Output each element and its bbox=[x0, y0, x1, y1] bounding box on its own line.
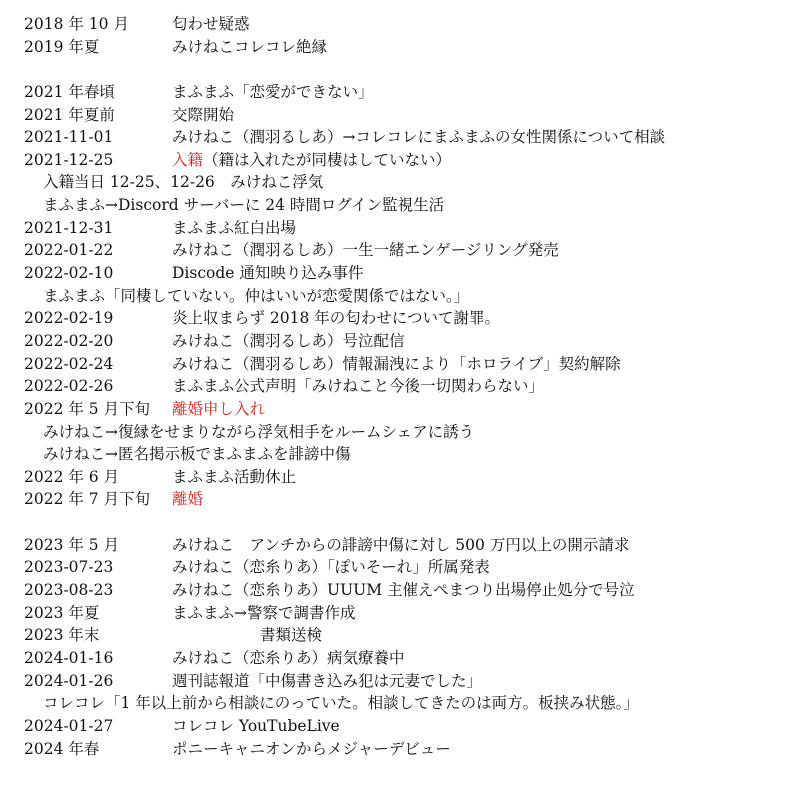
entry-date: 2024 年春 bbox=[24, 739, 100, 758]
timeline-row bbox=[24, 647, 784, 670]
entry-note: まふまふ→Discord サーバーに 24 時間ログイン監視生活 bbox=[43, 196, 445, 215]
entry-date: 2022 年 5 月下旬 bbox=[24, 399, 151, 418]
note-row bbox=[24, 285, 784, 308]
timeline-row bbox=[24, 330, 784, 353]
entry-date: 2021 年夏前 bbox=[24, 105, 115, 124]
entry-date: 2021-12-25 bbox=[24, 150, 114, 169]
entry-event: ポニーキャニオンからメジャーデビュー bbox=[172, 739, 451, 758]
entry-event: まふまふ活動休止 bbox=[172, 467, 297, 486]
entry-event: まふまふ公式声明「みけねこと今後一切関わらない」 bbox=[172, 377, 545, 396]
entry-event-rest: （籍は入れたが同棲はしていない） bbox=[203, 150, 452, 169]
blank-line bbox=[24, 58, 784, 81]
entry-event bbox=[172, 488, 203, 511]
entry-event-text: 書類送検 bbox=[260, 626, 323, 645]
entry-date: 2021-11-01 bbox=[24, 128, 114, 147]
entry-note: 入籍当日 12-25、12-26 みけねこ浮気 bbox=[43, 173, 324, 192]
entry-note: みけねこ→復縁をせまりながら浮気相手をルームシェアに誘う bbox=[43, 422, 475, 441]
entry-event: まふまふ→警察で調書作成 bbox=[172, 603, 356, 622]
timeline-row bbox=[24, 670, 784, 693]
entry-event: みけねこ（潤羽るしあ）→コレコレにまふまふの女性関係について相談 bbox=[172, 128, 666, 147]
timeline-row bbox=[24, 239, 784, 262]
entry-date: 2024-01-26 bbox=[24, 671, 114, 690]
entry-event: みけねこ（潤羽るしあ）一生一緒エンゲージリング発売 bbox=[172, 241, 559, 260]
entry-event bbox=[172, 398, 265, 421]
entry-event: まふまふ紅白出場 bbox=[172, 218, 297, 237]
entry-event: みけねこ（潤羽るしあ）情報漏洩により「ホロライブ」契約解除 bbox=[172, 354, 621, 373]
note-row bbox=[24, 171, 784, 194]
entry-date: 2022-02-24 bbox=[24, 354, 114, 373]
entry-note: まふまふ「同棲していない。仲はいいが恋愛関係ではない。」 bbox=[43, 286, 470, 305]
entry-event: Discode 通知映り込み事件 bbox=[172, 264, 364, 283]
entry-date: 2022 年 6 月 bbox=[24, 467, 120, 486]
entry-event: 炎上収まらず 2018 年の匂わせについて謝罪。 bbox=[172, 309, 500, 328]
entry-date: 2022-02-20 bbox=[24, 331, 114, 350]
entry-event: みけねこ（恋糸りあ）「ぽいそーれ」所属発表 bbox=[172, 558, 490, 577]
timeline-row bbox=[24, 13, 784, 36]
entry-event bbox=[172, 149, 451, 172]
entry-note: コレコレ「1 年以上前から相談にのっていた。相談してきたのは両方。板挟み状態。」 bbox=[43, 694, 639, 713]
highlight-text: 離婚申し入れ bbox=[172, 399, 266, 418]
entry-date: 2022-01-22 bbox=[24, 241, 114, 260]
timeline-row bbox=[24, 602, 784, 625]
timeline-row bbox=[24, 556, 784, 579]
entry-event: みけねこ（恋糸りあ）病気療養中 bbox=[172, 648, 405, 667]
timeline-row bbox=[24, 715, 784, 738]
highlight-text: 入籍 bbox=[172, 150, 204, 169]
entry-date: 2022 年 7 月下旬 bbox=[24, 490, 151, 509]
entry-note: みけねこ→匿名掲示板でまふまふを誹謗中傷 bbox=[43, 445, 351, 464]
entry-event: まふまふ「恋愛ができない」 bbox=[172, 82, 374, 101]
entry-date: 2021-12-31 bbox=[24, 218, 114, 237]
timeline-row bbox=[24, 488, 784, 511]
timeline-row bbox=[24, 579, 784, 602]
entry-event bbox=[172, 624, 322, 647]
note-row bbox=[24, 443, 784, 466]
entry-date: 2022-02-10 bbox=[24, 264, 114, 283]
timeline-row bbox=[24, 398, 784, 421]
timeline-row bbox=[24, 262, 784, 285]
entry-date: 2022-02-26 bbox=[24, 377, 114, 396]
entry-date: 2021 年春頃 bbox=[24, 82, 115, 101]
timeline-row bbox=[24, 36, 784, 59]
timeline-row bbox=[24, 126, 784, 149]
timeline-document bbox=[24, 13, 784, 760]
timeline-row bbox=[24, 353, 784, 376]
entry-date: 2024-01-16 bbox=[24, 648, 114, 667]
entry-event: みけねこ（潤羽るしあ）号泣配信 bbox=[172, 331, 405, 350]
timeline-row bbox=[24, 375, 784, 398]
timeline-row bbox=[24, 624, 784, 647]
timeline-row bbox=[24, 104, 784, 127]
entry-event: コレコレ YouTubeLive bbox=[172, 716, 340, 735]
entry-date: 2024-01-27 bbox=[24, 716, 114, 735]
timeline-row bbox=[24, 738, 784, 761]
entry-date: 2023-08-23 bbox=[24, 581, 114, 600]
timeline-row bbox=[24, 534, 784, 557]
note-row bbox=[24, 421, 784, 444]
entry-event: 交際開始 bbox=[172, 105, 235, 124]
entry-date: 2023-07-23 bbox=[24, 558, 114, 577]
blank-line bbox=[24, 511, 784, 534]
entry-event: 匂わせ疑惑 bbox=[172, 15, 250, 33]
entry-event: みけねこ アンチからの誹謗中傷に対し 500 万円以上の開示請求 bbox=[172, 535, 630, 554]
timeline-row bbox=[24, 81, 784, 104]
note-row bbox=[24, 194, 784, 217]
entry-event: みけねこ（恋糸りあ）UUUM 主催えぺまつり出場停止処分で号泣 bbox=[172, 581, 635, 600]
entry-date: 2023 年 5 月 bbox=[24, 535, 120, 554]
timeline-row bbox=[24, 466, 784, 489]
entry-date: 2023 年末 bbox=[24, 626, 100, 645]
entry-date: 2023 年夏 bbox=[24, 603, 100, 622]
timeline-row bbox=[24, 217, 784, 240]
entry-event: みけねこコレコレ絶縁 bbox=[172, 37, 328, 56]
entry-date: 2022-02-19 bbox=[24, 309, 114, 328]
timeline-row bbox=[24, 307, 784, 330]
note-row bbox=[24, 692, 784, 715]
entry-date: 2019 年夏 bbox=[24, 37, 100, 56]
timeline-row bbox=[24, 149, 784, 172]
entry-event: 週刊誌報道「中傷書き込み犯は元妻でした」 bbox=[172, 671, 483, 690]
highlight-text: 離婚 bbox=[172, 490, 204, 509]
entry-date: 2018 年 10 月 bbox=[24, 15, 129, 33]
